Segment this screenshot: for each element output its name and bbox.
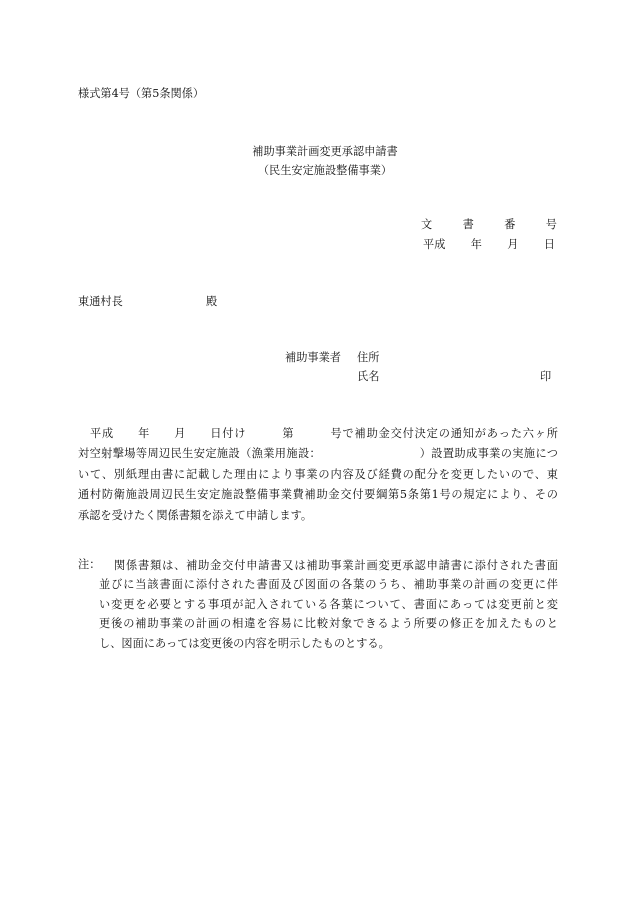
seal-mark: 印 <box>540 370 552 383</box>
document-number-label <box>421 216 557 232</box>
note-line: 並びに当該書面に添付された書面及び図面の各葉のうち、補助事業の計画の変更に伴 <box>99 578 558 592</box>
recipient-honorific: 殿 <box>206 295 218 308</box>
applicant-label: 補助事業者 <box>285 351 341 364</box>
body-line: 対空射撃場等周辺民生安定施設（漁業用施設： ）設置助成事業の実施につ <box>78 447 558 461</box>
applicant-name-label: 氏名 <box>357 370 380 383</box>
note-line: 更後の補助事業の計画の相違を容易に比較対象できるよう所要の修正を加えたものと <box>99 617 558 631</box>
document-title: 補助事業計画変更承認申請書 <box>252 145 398 158</box>
date-label <box>423 236 555 252</box>
document-number-char: 号 <box>545 218 557 231</box>
form-number: 様式第4号（第5条関係） <box>78 87 205 100</box>
body-line: 通村防衛施設周辺民生安定施設整備事業費補助金交付要綱第5条第1号の規定により、その <box>78 488 558 502</box>
note-paragraph <box>78 556 558 653</box>
note-line: し、図面にあっては変更後の内容を明示したものとする。 <box>99 636 390 650</box>
date-day: 日 <box>543 238 555 251</box>
body-paragraph <box>78 424 558 526</box>
applicant-address-label: 住所 <box>357 351 380 364</box>
body-line: いて、別紙理由書に記載した理由により事業の内容及び経費の配分を変更したいので、東 <box>78 467 558 481</box>
note-line: 関係書類は、補助金交付申請書又は補助事業計画変更承認申請書に添付された書面 <box>114 559 558 572</box>
note-line: い変更を必要とする事項が記入されている各葉について、書面にあっては変更前と変 <box>99 597 558 611</box>
document-number-char: 書 <box>462 218 474 231</box>
body-line: 平成 年 月 日付け 第 号で補助金交付決定の通知があった六ヶ所 <box>78 427 558 440</box>
date-era: 平成 <box>423 238 446 251</box>
body-line: 承認を受けたく関係書類を添えて申請します。 <box>78 508 313 522</box>
document-number-char: 文 <box>421 218 433 231</box>
document-subtitle: （民生安定施設整備事業） <box>257 164 393 177</box>
recipient-name: 東通村長 <box>78 295 123 308</box>
note-label: 注： <box>78 558 101 571</box>
document-number-char: 番 <box>504 218 516 231</box>
date-month: 月 <box>507 238 519 251</box>
date-year: 年 <box>470 238 482 251</box>
